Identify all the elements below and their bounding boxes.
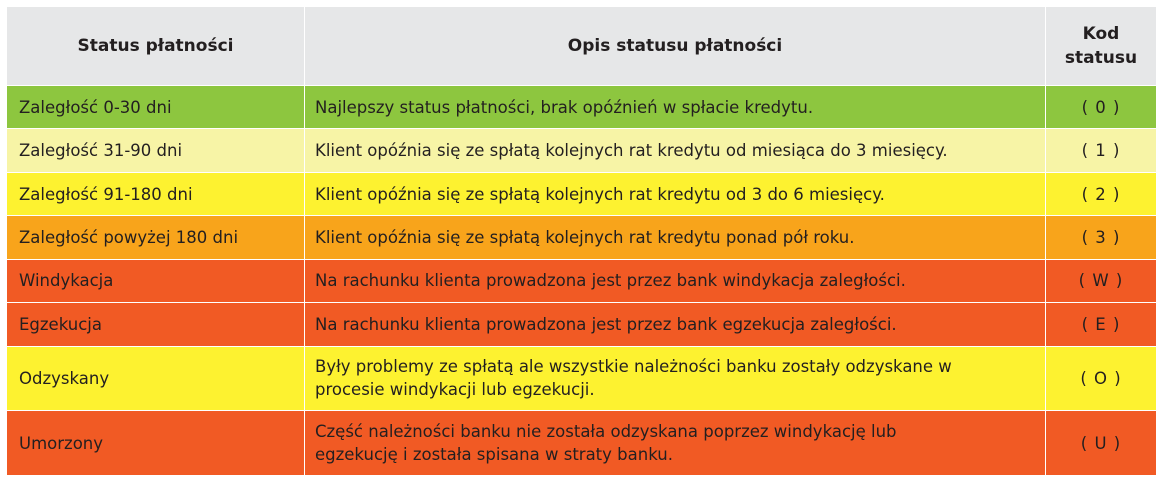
description-line: Najlepszy status płatności, brak opóźnień w spłacie kredytu. (315, 97, 814, 117)
table-row (7, 259, 1157, 302)
table-row (7, 346, 1157, 411)
description-line: Część należności banku nie została odzyskana poprzez windykację lub (315, 422, 897, 442)
status-cell: Zaległość powyżej 180 dni (7, 216, 305, 259)
table-row (7, 86, 1157, 129)
code-cell: ( 1 ) (1046, 129, 1157, 172)
header-code-line2: statusu (1064, 48, 1138, 68)
description-cell (305, 411, 1046, 476)
code-cell: ( 3 ) (1046, 216, 1157, 259)
header-status: Status płatności (7, 7, 305, 86)
table-row (7, 216, 1157, 259)
payment-status-table (6, 6, 1157, 476)
description-cell (305, 346, 1046, 411)
header-code (1046, 7, 1157, 86)
description-cell (305, 172, 1046, 215)
description-cell (305, 303, 1046, 346)
code-cell: ( U ) (1046, 411, 1157, 476)
description-line: Były problemy ze spłatą ale wszystkie należności banku zostały odzyskane w (315, 357, 952, 377)
description-line: egzekucję i została spisana w straty banku. (315, 445, 673, 465)
header-row (7, 7, 1157, 86)
status-cell: Zaległość 0-30 dni (7, 86, 305, 129)
status-cell: Zaległość 91-180 dni (7, 172, 305, 215)
header-code-line1: Kod (1082, 24, 1120, 44)
status-cell: Umorzony (7, 411, 305, 476)
description-line: Na rachunku klienta prowadzona jest przez bank egzekucja zaległości. (315, 314, 897, 334)
description-line: Klient opóźnia się ze spłatą kolejnych rat kredytu ponad pół roku. (315, 228, 855, 248)
status-cell: Egzekucja (7, 303, 305, 346)
code-cell: ( 2 ) (1046, 172, 1157, 215)
description-cell (305, 216, 1046, 259)
description-line: procesie windykacji lub egzekucji. (315, 380, 595, 400)
status-cell: Zaległość 31-90 dni (7, 129, 305, 172)
status-cell: Odzyskany (7, 346, 305, 411)
table-row (7, 411, 1157, 476)
status-cell: Windykacja (7, 259, 305, 302)
description-line: Klient opóźnia się ze spłatą kolejnych rat kredytu od 3 do 6 miesięcy. (315, 184, 885, 204)
code-cell: ( O ) (1046, 346, 1157, 411)
table-row (7, 129, 1157, 172)
table-row (7, 172, 1157, 215)
table-row (7, 303, 1157, 346)
description-line: Na rachunku klienta prowadzona jest przez bank windykacja zaległości. (315, 271, 906, 291)
description-cell (305, 129, 1046, 172)
description-cell (305, 259, 1046, 302)
description-line: Klient opóźnia się ze spłatą kolejnych rat kredytu od miesiąca do 3 miesięcy. (315, 141, 948, 161)
header-description: Opis statusu płatności (305, 7, 1046, 86)
code-cell: ( W ) (1046, 259, 1157, 302)
code-cell: ( 0 ) (1046, 86, 1157, 129)
code-cell: ( E ) (1046, 303, 1157, 346)
description-cell (305, 86, 1046, 129)
